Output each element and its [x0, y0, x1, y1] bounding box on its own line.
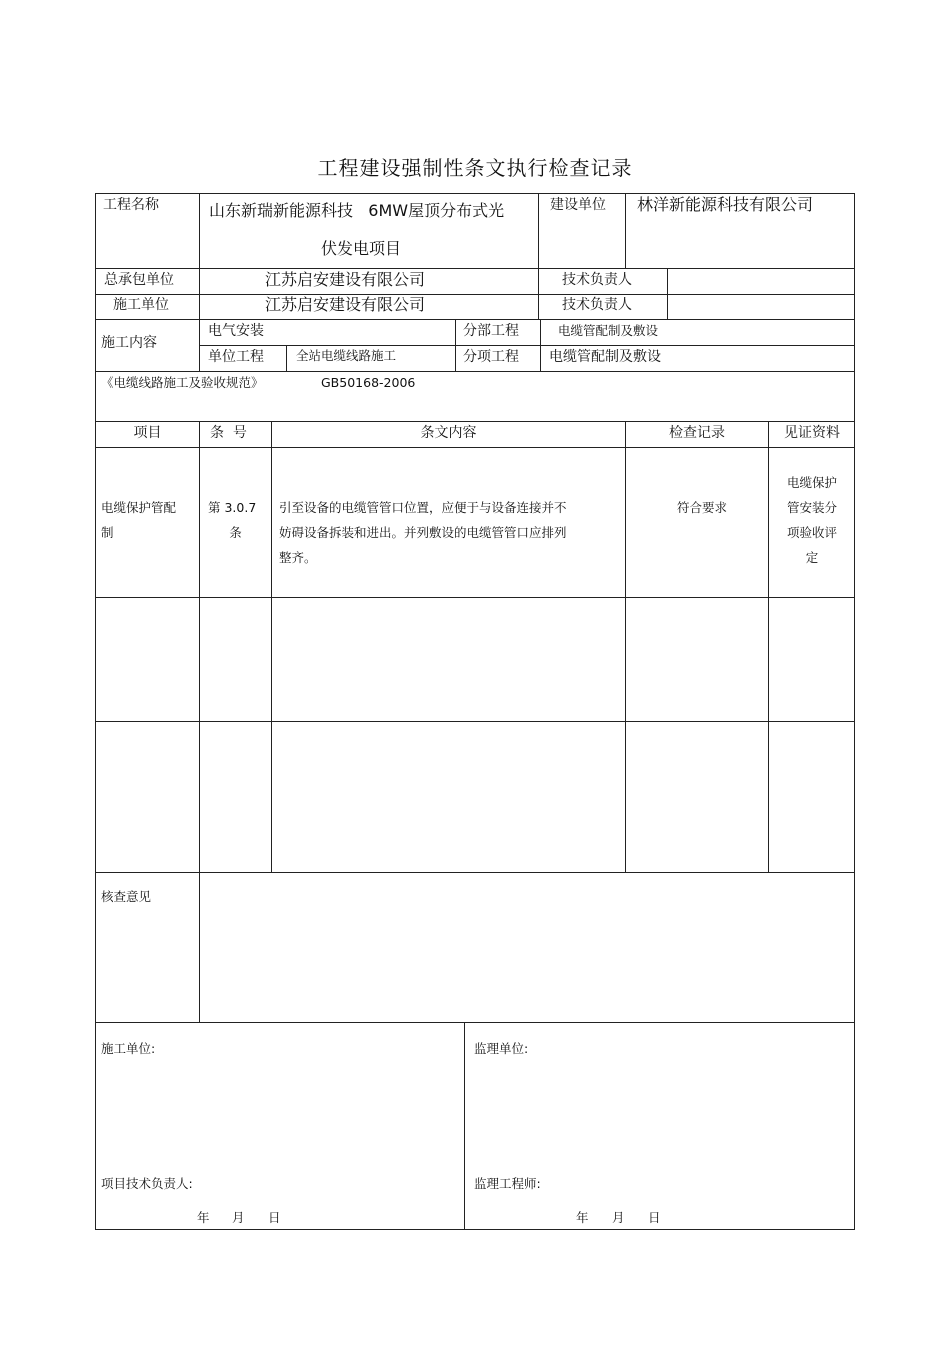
column-divider — [538, 193, 539, 319]
construction-content-label: 施工内容 — [101, 335, 157, 351]
row-divider — [95, 1022, 855, 1023]
builder-label: 建设单位 — [550, 197, 606, 213]
builder-value: 林洋新能源科技有限公司 — [637, 195, 814, 214]
standard-name: 《电缆线路施工及验收规范》 — [101, 375, 264, 390]
column-divider — [625, 193, 626, 268]
construction-content-value: 电气安装 — [208, 323, 264, 339]
general-contractor-label: 总承包单位 — [104, 272, 174, 288]
row-clause-content: 引至设备的电缆管管口位置，应便于与设备连接并不 — [279, 500, 567, 515]
subitem-value: 电缆管配制及敷设 — [549, 349, 661, 365]
row-divider — [95, 294, 855, 295]
column-divider — [271, 421, 272, 872]
date-day: 日 — [648, 1210, 661, 1225]
row-divider — [95, 319, 855, 320]
column-divider — [455, 319, 456, 371]
construction-unit-signature-label: 施工单位: — [101, 1041, 156, 1056]
unit-project-label: 单位工程 — [208, 349, 264, 365]
row-item: 电缆保护管配 — [101, 500, 177, 515]
page-title: 工程建设强制性条文执行检查记录 — [317, 156, 633, 180]
row-divider — [95, 421, 855, 422]
row-evidence: 项验收评 — [786, 525, 837, 540]
project-tech-lead-label: 项目技术负责人: — [101, 1176, 193, 1191]
row-divider — [95, 597, 855, 598]
unit-project-value: 全站电缆线路施工 — [296, 348, 397, 363]
column-header-evidence: 见证资料 — [784, 425, 840, 441]
row-evidence: 电缆保护 — [786, 475, 837, 490]
construction-unit-label: 施工单位 — [113, 297, 169, 313]
row-divider — [95, 371, 855, 372]
date-day: 日 — [268, 1210, 281, 1225]
column-header-clause-no: 条 号 — [210, 425, 247, 441]
supervision-unit-signature-label: 监理单位: — [474, 1041, 529, 1056]
row-divider — [95, 872, 855, 873]
tech-lead-label: 技术负责人 — [562, 297, 632, 313]
column-header-check-record: 检查记录 — [669, 425, 725, 441]
general-contractor-value: 江苏启安建设有限公司 — [265, 270, 426, 289]
row-clause-no: 第 3.0.7 — [208, 500, 257, 515]
subitem-label: 分项工程 — [463, 349, 519, 365]
column-divider — [625, 421, 626, 872]
division-label: 分部工程 — [463, 323, 519, 339]
date-year: 年 — [197, 1210, 210, 1225]
column-header-clause-content: 条文内容 — [420, 425, 477, 441]
project-name-line2: 伏发电项目 — [321, 239, 402, 258]
review-label: 核查意见 — [101, 889, 152, 904]
column-divider — [199, 319, 200, 371]
row-clause-content: 整齐。 — [279, 550, 317, 565]
project-name-line1: 山东新瑞新能源科技 6MW屋顶分布式光 — [209, 201, 505, 220]
project-name-label: 工程名称 — [103, 197, 159, 213]
column-divider — [667, 268, 668, 319]
row-clause-no: 条 — [229, 525, 242, 540]
tech-lead-label: 技术负责人 — [562, 272, 632, 288]
column-divider — [286, 345, 287, 371]
row-clause-content: 妨碍设备拆装和进出。并列敷设的电缆管管口应排列 — [279, 525, 567, 540]
row-divider — [95, 447, 855, 448]
row-divider — [95, 268, 855, 269]
row-divider — [95, 721, 855, 722]
column-divider — [464, 1022, 465, 1230]
column-divider — [199, 193, 200, 319]
row-evidence: 定 — [805, 550, 819, 565]
column-divider — [199, 421, 200, 1022]
standard-code: GB50168-2006 — [321, 375, 416, 390]
row-evidence: 管安装分 — [786, 500, 837, 515]
supervising-engineer-label: 监理工程师: — [474, 1176, 541, 1191]
row-item: 制 — [101, 525, 114, 540]
row-check-record: 符合要求 — [676, 500, 727, 515]
division-value: 电缆管配制及敷设 — [558, 323, 659, 338]
construction-unit-value: 江苏启安建设有限公司 — [265, 295, 426, 314]
date-month: 月 — [232, 1210, 245, 1225]
date-year: 年 — [576, 1210, 589, 1225]
column-divider — [540, 319, 541, 371]
row-divider — [200, 345, 855, 346]
date-month: 月 — [612, 1210, 625, 1225]
column-header-item: 项目 — [133, 425, 162, 441]
